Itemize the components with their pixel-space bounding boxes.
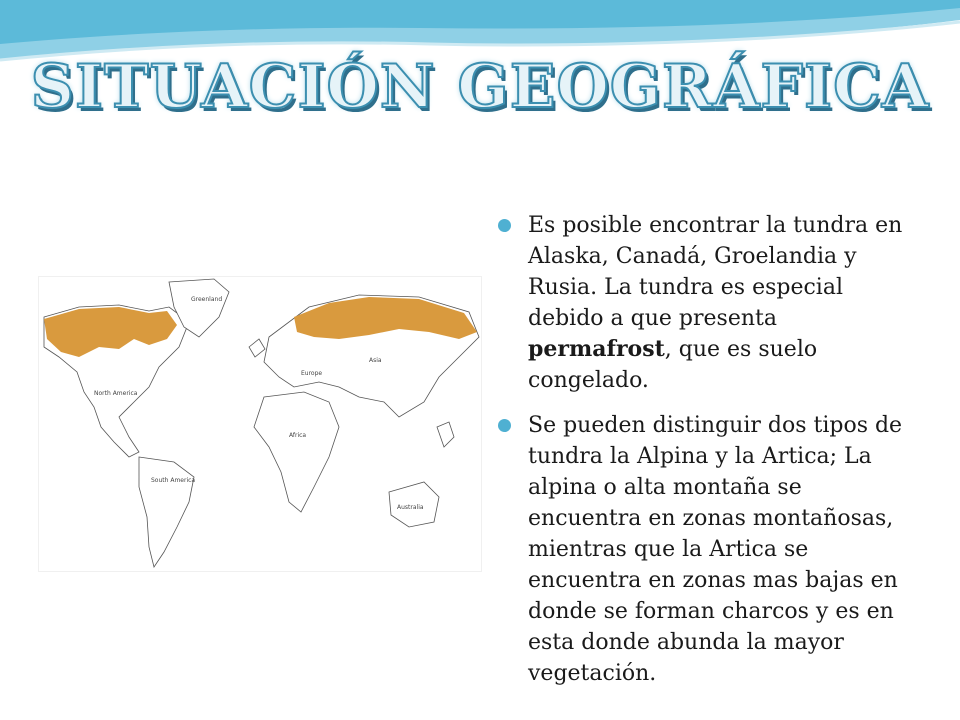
map-label-asia: Asia <box>369 357 382 364</box>
map-label-africa: Africa <box>289 432 307 439</box>
map-label-north-america: North America <box>94 390 138 397</box>
world-map <box>38 276 482 572</box>
map-label-greenland: Greenland <box>191 296 223 303</box>
bullet-dot-icon <box>498 419 511 432</box>
bullet-list <box>498 210 918 703</box>
map-label-europe: Europe <box>301 370 323 377</box>
slide-title: SITUACIÓN GEOGRÁFICA <box>30 52 930 122</box>
africa-shape <box>254 392 339 512</box>
bullet-text-after: , que es suelo congelado. <box>528 337 818 393</box>
world-map-graphic <box>39 277 481 571</box>
map-label-south-america: South America <box>151 477 196 484</box>
south-america-shape <box>139 457 194 567</box>
bullet-text: Se pueden distinguir dos tipos de tundra la Alpina y la Artica; La alpina o alta montaña se encuentra en zonas montañosas, mientras que la Artica se encuentra en zonas mas bajas en donde se forman charcos y es en esta donde abunda la mayor vegetación. <box>528 413 903 686</box>
bullet-dot-icon <box>498 219 511 232</box>
bullet-item-location <box>498 210 918 396</box>
bullet-bold-term: permafrost <box>528 336 665 362</box>
map-label-australia: Australia <box>397 504 424 511</box>
bullet-item-types <box>498 410 918 689</box>
bullet-text-before: Es posible encontrar la tundra en Alaska, Canadá, Groelandia y Rusia. La tundra es especial debido a que presenta <box>528 213 903 331</box>
